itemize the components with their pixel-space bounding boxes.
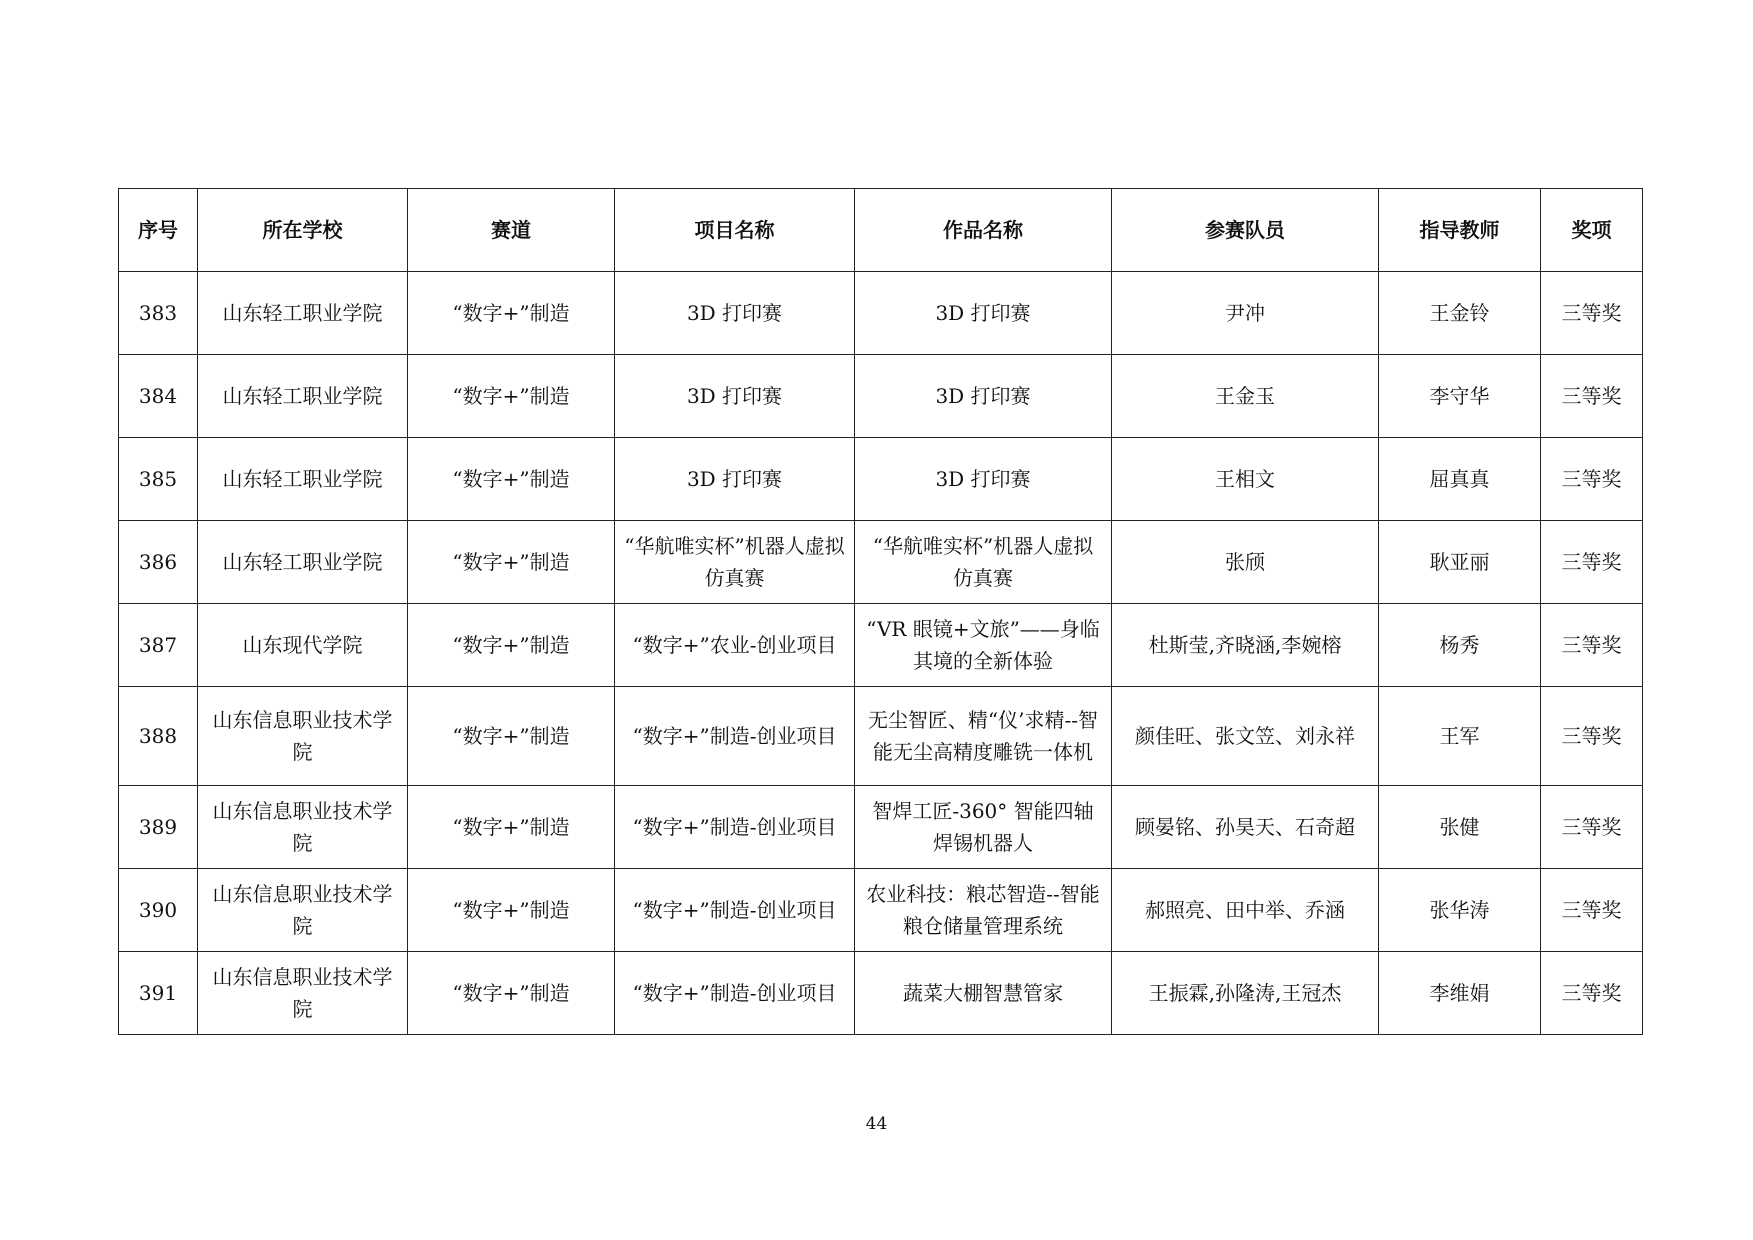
table-row bbox=[119, 786, 1643, 869]
cell-no: 386 bbox=[119, 521, 198, 604]
cell-members: 王金玉 bbox=[1112, 355, 1379, 438]
cell-no: 390 bbox=[119, 869, 198, 952]
cell-track: “数字+”制造 bbox=[408, 952, 615, 1035]
cell-award: 三等奖 bbox=[1541, 521, 1643, 604]
cell-award: 三等奖 bbox=[1541, 438, 1643, 521]
cell-no: 383 bbox=[119, 272, 198, 355]
cell-members: 张颀 bbox=[1112, 521, 1379, 604]
cell-school: 山东信息职业技术学院 bbox=[198, 687, 408, 786]
cell-work: “VR 眼镜+文旅”——身临其境的全新体验 bbox=[855, 604, 1112, 687]
cell-track: “数字+”制造 bbox=[408, 604, 615, 687]
cell-teacher: 张健 bbox=[1379, 786, 1541, 869]
cell-members: 颜佳旺、张文笠、刘永祥 bbox=[1112, 687, 1379, 786]
cell-teacher: 王军 bbox=[1379, 687, 1541, 786]
cell-teacher: 李守华 bbox=[1379, 355, 1541, 438]
table-row bbox=[119, 272, 1643, 355]
cell-award: 三等奖 bbox=[1541, 952, 1643, 1035]
header-school: 所在学校 bbox=[198, 189, 408, 272]
cell-work: 3D 打印赛 bbox=[855, 355, 1112, 438]
header-no: 序号 bbox=[119, 189, 198, 272]
award-table bbox=[118, 188, 1643, 1035]
cell-teacher: 耿亚丽 bbox=[1379, 521, 1541, 604]
cell-work: 蔬菜大棚智慧管家 bbox=[855, 952, 1112, 1035]
cell-project: “数字+”制造-创业项目 bbox=[615, 786, 855, 869]
table-row bbox=[119, 438, 1643, 521]
cell-track: “数字+”制造 bbox=[408, 355, 615, 438]
cell-members: 王相文 bbox=[1112, 438, 1379, 521]
header-award: 奖项 bbox=[1541, 189, 1643, 272]
cell-track: “数字+”制造 bbox=[408, 521, 615, 604]
cell-work: “华航唯实杯”机器人虚拟仿真赛 bbox=[855, 521, 1112, 604]
table-row bbox=[119, 521, 1643, 604]
cell-track: “数字+”制造 bbox=[408, 869, 615, 952]
cell-teacher: 李维娟 bbox=[1379, 952, 1541, 1035]
cell-project: 3D 打印赛 bbox=[615, 438, 855, 521]
header-track: 赛道 bbox=[408, 189, 615, 272]
cell-no: 385 bbox=[119, 438, 198, 521]
cell-project: “数字+”制造-创业项目 bbox=[615, 687, 855, 786]
cell-project: 3D 打印赛 bbox=[615, 272, 855, 355]
cell-work: 智焊工匠-360° 智能四轴焊锡机器人 bbox=[855, 786, 1112, 869]
cell-members: 顾晏铭、孙昊天、石奇超 bbox=[1112, 786, 1379, 869]
cell-work: 3D 打印赛 bbox=[855, 272, 1112, 355]
cell-work: 农业科技：粮芯智造--智能粮仓储量管理系统 bbox=[855, 869, 1112, 952]
header-row bbox=[119, 189, 1643, 272]
cell-work: 3D 打印赛 bbox=[855, 438, 1112, 521]
cell-award: 三等奖 bbox=[1541, 786, 1643, 869]
cell-no: 389 bbox=[119, 786, 198, 869]
cell-school: 山东现代学院 bbox=[198, 604, 408, 687]
cell-members: 王振霖,孙隆涛,王冠杰 bbox=[1112, 952, 1379, 1035]
header-members: 参赛队员 bbox=[1112, 189, 1379, 272]
cell-no: 387 bbox=[119, 604, 198, 687]
cell-teacher: 屈真真 bbox=[1379, 438, 1541, 521]
cell-track: “数字+”制造 bbox=[408, 438, 615, 521]
page-number: 44 bbox=[865, 1114, 888, 1134]
cell-work: 无尘智匠、精“仪’求精--智能无尘高精度雕铣一体机 bbox=[855, 687, 1112, 786]
cell-school: 山东信息职业技术学院 bbox=[198, 786, 408, 869]
cell-award: 三等奖 bbox=[1541, 869, 1643, 952]
table-row bbox=[119, 869, 1643, 952]
cell-teacher: 张华涛 bbox=[1379, 869, 1541, 952]
cell-no: 388 bbox=[119, 687, 198, 786]
cell-project: “数字+”制造-创业项目 bbox=[615, 869, 855, 952]
cell-no: 384 bbox=[119, 355, 198, 438]
cell-track: “数字+”制造 bbox=[408, 786, 615, 869]
table-row bbox=[119, 604, 1643, 687]
cell-track: “数字+”制造 bbox=[408, 272, 615, 355]
cell-award: 三等奖 bbox=[1541, 604, 1643, 687]
cell-school: 山东轻工职业学院 bbox=[198, 521, 408, 604]
cell-school: 山东轻工职业学院 bbox=[198, 272, 408, 355]
cell-track: “数字+”制造 bbox=[408, 687, 615, 786]
cell-members: 杜斯莹,齐晓涵,李婉榕 bbox=[1112, 604, 1379, 687]
header-teacher: 指导教师 bbox=[1379, 189, 1541, 272]
cell-members: 尹冲 bbox=[1112, 272, 1379, 355]
cell-teacher: 杨秀 bbox=[1379, 604, 1541, 687]
cell-award: 三等奖 bbox=[1541, 687, 1643, 786]
header-project: 项目名称 bbox=[615, 189, 855, 272]
cell-school: 山东信息职业技术学院 bbox=[198, 952, 408, 1035]
cell-project: “数字+”农业-创业项目 bbox=[615, 604, 855, 687]
header-work: 作品名称 bbox=[855, 189, 1112, 272]
cell-award: 三等奖 bbox=[1541, 272, 1643, 355]
cell-members: 郝照亮、田中举、乔涵 bbox=[1112, 869, 1379, 952]
cell-project: 3D 打印赛 bbox=[615, 355, 855, 438]
cell-school: 山东轻工职业学院 bbox=[198, 438, 408, 521]
cell-school: 山东轻工职业学院 bbox=[198, 355, 408, 438]
cell-project: “华航唯实杯”机器人虚拟仿真赛 bbox=[615, 521, 855, 604]
cell-no: 391 bbox=[119, 952, 198, 1035]
cell-award: 三等奖 bbox=[1541, 355, 1643, 438]
cell-teacher: 王金铃 bbox=[1379, 272, 1541, 355]
cell-school: 山东信息职业技术学院 bbox=[198, 869, 408, 952]
table-row bbox=[119, 687, 1643, 786]
table-row bbox=[119, 952, 1643, 1035]
cell-project: “数字+”制造-创业项目 bbox=[615, 952, 855, 1035]
table-row bbox=[119, 355, 1643, 438]
